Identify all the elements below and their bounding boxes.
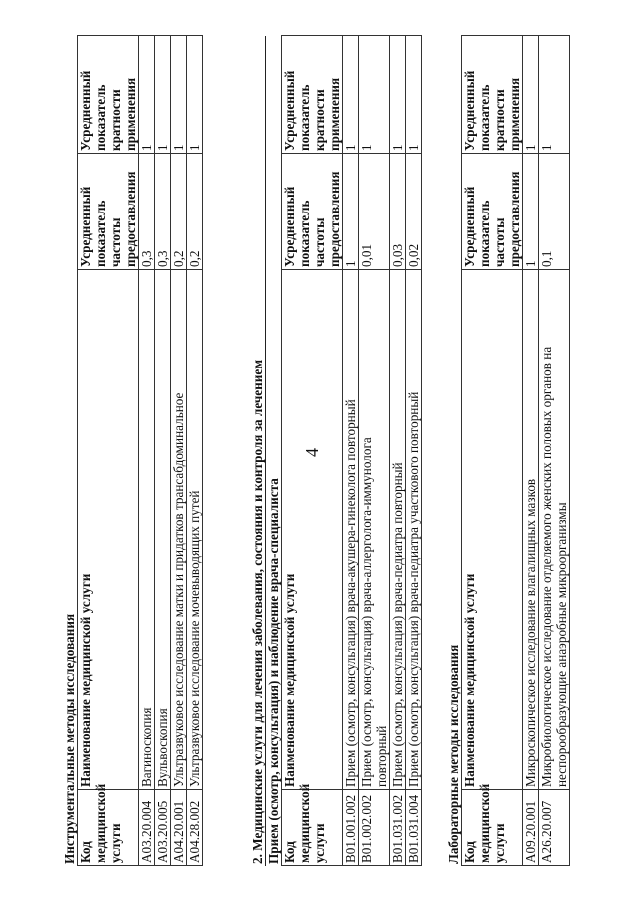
header-code: Код медицинской услуги	[462, 790, 523, 866]
services-table	[461, 35, 570, 866]
cell-multiplicity: 1	[171, 36, 187, 154]
services-table	[281, 35, 422, 866]
cell-frequency: 0,1	[539, 154, 570, 270]
cell-frequency: 0,03	[390, 154, 406, 270]
cell-name: Ультразвуковое исследование матки и придатков трансабдоминальное	[171, 270, 187, 790]
table-row	[539, 36, 570, 866]
cell-multiplicity: 1	[343, 36, 359, 154]
section-title: 2. Медицинские услуги для лечения заболевания, состояния и контроля за лечением	[250, 359, 265, 864]
section-treatment	[250, 36, 422, 866]
header-multiplicity: Усредненный показатель кратности применения	[78, 36, 139, 154]
table-header-row	[462, 36, 523, 866]
cell-name-text: Прием (осмотр, консультация) врача-аллерголога-иммунолога повторный	[359, 437, 389, 787]
cell-name	[359, 270, 390, 790]
header-name: Наименование медицинской услуги	[78, 270, 139, 790]
cell-code: A03.20.005	[155, 790, 171, 866]
header-code: Код медицинской услуги	[78, 790, 139, 866]
header-frequency: Усредненный показатель частоты предоставления	[462, 154, 523, 270]
cell-multiplicity: 1	[390, 36, 406, 154]
cell-multiplicity: 1	[539, 36, 570, 154]
table-row	[171, 36, 187, 866]
cell-name: Ультразвуковое исследование мочевыводящих путей	[187, 270, 203, 790]
cell-code: B01.001.002	[343, 790, 359, 866]
cell-multiplicity: 1	[187, 36, 203, 154]
header-multiplicity: Усредненный показатель кратности применения	[282, 36, 343, 154]
table-row	[359, 36, 390, 866]
rotated-document	[62, 36, 582, 866]
cell-name: Вульвоскопия	[155, 270, 171, 790]
table-row	[139, 36, 155, 866]
cell-multiplicity: 1	[406, 36, 422, 154]
table-header-row	[78, 36, 139, 866]
cell-multiplicity: 1	[155, 36, 171, 154]
cell-multiplicity: 1	[523, 36, 539, 154]
cell-name: Вагиноскопия	[139, 270, 155, 790]
header-name: Наименование медицинской услуги	[462, 270, 523, 790]
header-frequency: Усредненный показатель частоты предоставления	[78, 154, 139, 270]
subsection-title: Прием (осмотр, консультация) и наблюдение врача-специалиста	[265, 36, 281, 866]
table-header-row	[282, 36, 343, 866]
cell-name: Прием (осмотр, консультация) врача-акушера-гинеколога повторный	[343, 270, 359, 790]
cell-frequency: 0,02	[406, 154, 422, 270]
cell-code: B01.031.002	[390, 790, 406, 866]
section-title: Инструментальные методы исследования	[62, 613, 77, 864]
cell-code: A03.20.004	[139, 790, 155, 866]
cell-frequency: 0,2	[187, 154, 203, 270]
section-title: Лабораторные методы исследования	[446, 644, 461, 864]
table-row	[343, 36, 359, 866]
header-name: Наименование медицинской услуги	[282, 270, 343, 790]
cell-frequency: 1	[343, 154, 359, 270]
header-frequency: Усредненный показатель частоты предоставления	[282, 154, 343, 270]
cell-frequency: 1	[523, 154, 539, 270]
cell-name: Микроскопическое исследование влагалищных мазков	[523, 270, 539, 790]
services-table	[77, 35, 203, 866]
cell-frequency: 0,2	[171, 154, 187, 270]
cell-name: Прием (осмотр, консультация) врача-педиатра повторный	[390, 270, 406, 790]
cell-frequency: 0,01	[359, 154, 390, 270]
cell-code: A04.20.001	[171, 790, 187, 866]
header-code: Код медицинской услуги	[282, 790, 343, 866]
cell-code: A09.20.001	[523, 790, 539, 866]
section-instrumental	[62, 36, 203, 866]
cell-code: A04.28.002	[187, 790, 203, 866]
section-laboratory	[446, 36, 570, 866]
cell-frequency: 0,3	[139, 154, 155, 270]
cell-name: Прием (осмотр, консультация) врача-педиатра участкового повторный	[406, 270, 422, 790]
table-row	[187, 36, 203, 866]
table-row	[406, 36, 422, 866]
cell-name: Микробиологическое исследование отделяемого женских половых органов на неспорообразующие анаэробные микроорганизмы	[539, 270, 570, 790]
cell-frequency: 0,3	[155, 154, 171, 270]
page-number: 4	[302, 448, 322, 457]
cell-code: B01.002.002	[359, 790, 390, 866]
table-row	[523, 36, 539, 866]
cell-multiplicity: 1	[359, 36, 390, 154]
cell-multiplicity: 1	[139, 36, 155, 154]
table-row	[155, 36, 171, 866]
header-multiplicity: Усредненный показатель кратности применения	[462, 36, 523, 154]
cell-code: B01.031.004	[406, 790, 422, 866]
table-row	[390, 36, 406, 866]
cell-code: A26.20.007	[539, 790, 570, 866]
